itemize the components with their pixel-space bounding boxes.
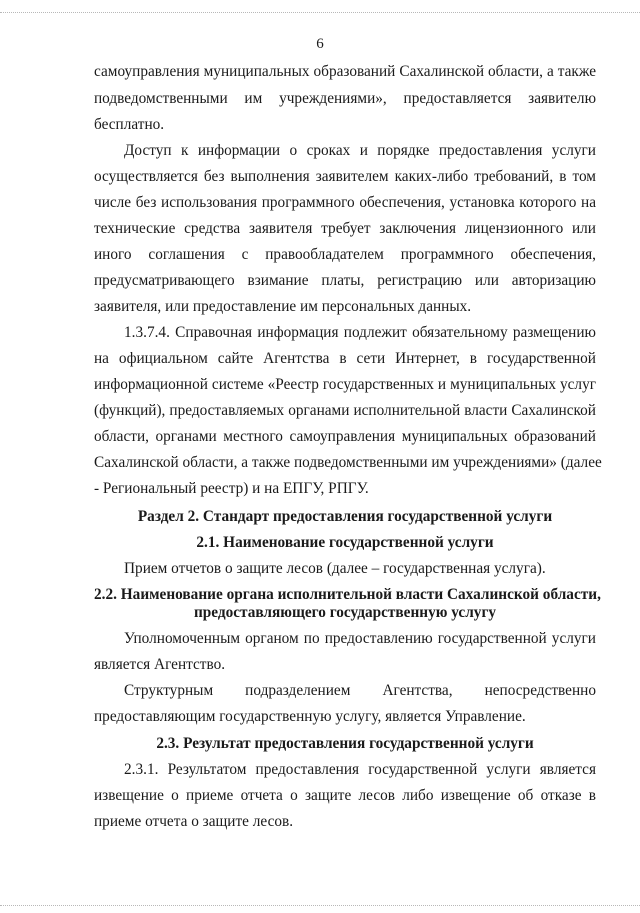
subsection-heading: 2.1. Наименование государственной услуги xyxy=(196,534,494,551)
subsection-heading-cont: предоставляющего государственную услугу xyxy=(193,604,497,621)
text-line: технические средства заявителя требует заключения лицензионного или xyxy=(94,220,596,237)
text-line: является Агентство. xyxy=(94,656,226,673)
text-line: числе без использования программного обеспечения, установка которого на xyxy=(94,194,596,211)
text-line: заявителя, или предоставление им персональных данных. xyxy=(94,298,472,315)
subsection-heading: 2.2. Наименование органа исполнительной власти Сахалинской области, xyxy=(94,586,601,603)
text-line: самоуправления муниципальных образований Сахалинской области, а также xyxy=(94,63,596,80)
text-line: извещение о приеме отчета о защите лесов либо извещение об отказе в xyxy=(94,787,596,804)
text-line: предусматривающего взимание платы, регистрацию или авторизацию xyxy=(94,272,596,289)
text-line: предоставляющим государственную услугу, является Управление. xyxy=(94,708,526,725)
text-line: на официальном сайте Агентства в сети Интернет, в государственной xyxy=(94,350,596,367)
text-line: области, органами местного самоуправления муниципальных образований xyxy=(94,428,596,445)
text-line: 2.3.1. Результатом предоставления государственной услуги является xyxy=(124,761,596,778)
text-line: Прием отчетов о защите лесов (далее – государственная услуга). xyxy=(124,560,546,577)
scan-bottom-edge xyxy=(0,905,640,906)
text-line: информационной системе «Реестр государственных и муниципальных услуг xyxy=(94,376,596,393)
text-line: подведомственными им учреждениями», предоставляется заявителю xyxy=(94,90,596,107)
text-line: - Региональный реестр) и на ЕПГУ, РПГУ. xyxy=(94,480,369,497)
text-line: Доступ к информации о сроках и порядке предоставления услуги xyxy=(124,142,596,159)
page-number: 6 xyxy=(316,36,324,52)
text-line: осуществляется без выполнения заявителем каких-либо требований, в том xyxy=(94,168,596,185)
text-line: Уполномоченным органом по предоставлению государственной услуги xyxy=(124,630,596,647)
text-line: (функций), предоставляемых органами исполнительной власти Сахалинской xyxy=(94,402,596,419)
scan-top-edge xyxy=(0,12,640,13)
text-line: бесплатно. xyxy=(94,116,165,133)
text-line: Сахалинской области, а также подведомственными им учреждениями» (далее xyxy=(94,454,602,471)
text-line: иного соглашения с правообладателем программного обеспечения, xyxy=(94,246,596,263)
subsection-heading: 2.3. Результат предоставления государственной услуги xyxy=(156,735,534,752)
text-line: приеме отчета о защите лесов. xyxy=(94,813,294,830)
section-heading: Раздел 2. Стандарт предоставления государственной услуги xyxy=(137,508,553,525)
text-line: Структурным подразделением Агентства, непосредственно xyxy=(124,682,596,699)
text-line: 1.3.7.4. Справочная информация подлежит обязательному размещению xyxy=(124,324,596,341)
